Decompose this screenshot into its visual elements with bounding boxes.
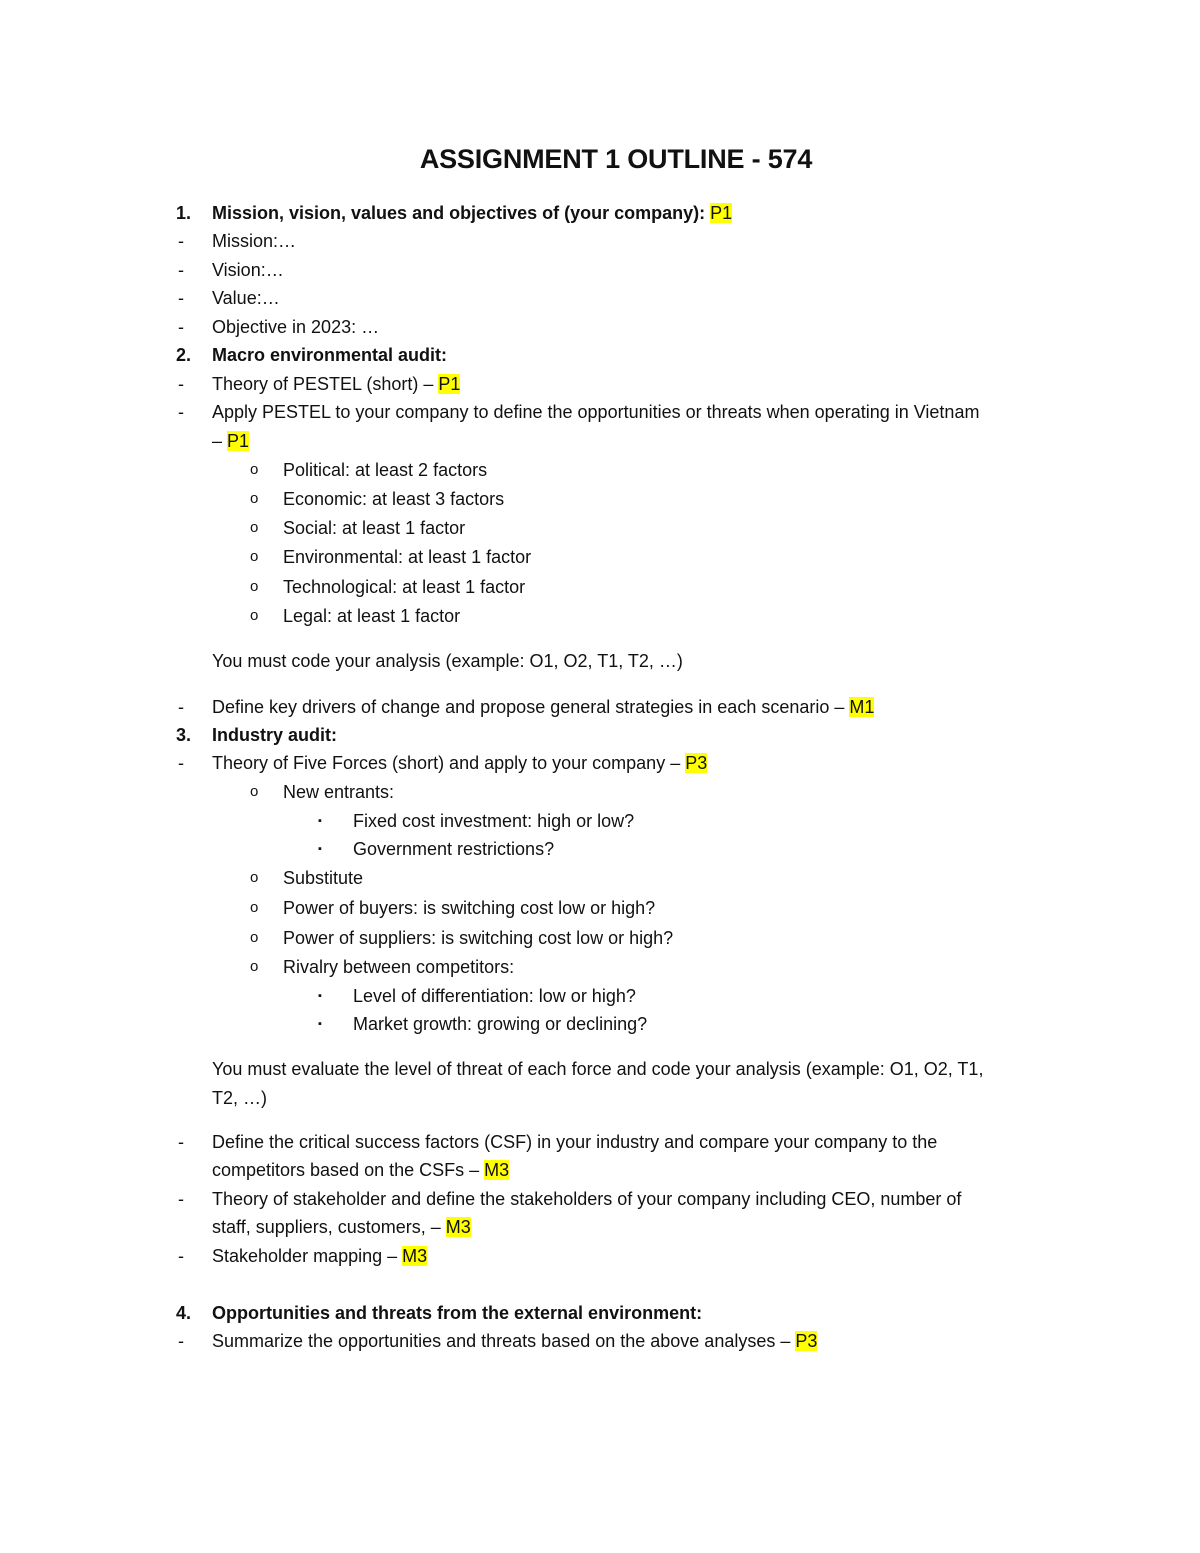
drivers-item (212, 694, 874, 720)
csf-tag: M3 (484, 1160, 510, 1180)
csf-item-line-1: Define the critical success factors (CSF) in your industry and compare your company to the (212, 1132, 938, 1152)
section-2-heading: Macro environmental audit: (212, 345, 448, 365)
pestel-apply-tag: P1 (227, 431, 250, 451)
forces-note-line-2: T2, …) (212, 1088, 268, 1108)
pestel-apply-dash: – (212, 431, 228, 451)
stakeholder-mapping-text: Stakeholder mapping – (212, 1246, 403, 1266)
summarize-tag: P3 (795, 1331, 818, 1351)
factor-technological: Technological: at least 1 factor (283, 577, 526, 597)
circle-bullet: o (250, 869, 259, 886)
force-buyers: Power of buyers: is switching cost low or high? (283, 898, 656, 918)
force-new-entrants: New entrants: (283, 782, 395, 802)
pestel-apply-continuation (212, 428, 249, 454)
factor-political: Political: at least 2 factors (283, 460, 488, 480)
circle-bullet: o (250, 958, 259, 975)
circle-bullet: o (250, 607, 259, 624)
circle-bullet: o (250, 490, 259, 507)
circle-bullet: o (250, 783, 259, 800)
dash-bullet: - (178, 288, 184, 308)
square-bullet: ▪ (318, 843, 322, 855)
section-1-number: 1. (176, 203, 192, 223)
square-bullet: ▪ (318, 1018, 322, 1030)
circle-bullet: o (250, 461, 259, 478)
pestel-theory-text: Theory of PESTEL (short) – (212, 374, 439, 394)
dash-bullet: - (178, 402, 184, 422)
stakeholder-mapping-tag: M3 (402, 1246, 428, 1266)
stakeholder-text: staff, suppliers, customers, – (212, 1217, 446, 1237)
force-substitute: Substitute (283, 868, 364, 888)
circle-bullet: o (250, 548, 259, 565)
factor-environmental: Environmental: at least 1 factor (283, 547, 532, 567)
circle-bullet: o (250, 519, 259, 536)
square-bullet: ▪ (318, 990, 322, 1002)
section-1-tag: P1 (710, 203, 733, 223)
dash-bullet: - (178, 697, 184, 717)
five-forces-item (212, 750, 707, 776)
stakeholder-tag: M3 (445, 1217, 471, 1237)
five-forces-tag: P3 (685, 753, 708, 773)
mission-item: Mission:… (212, 231, 297, 251)
document-title: ASSIGNMENT 1 OUTLINE - 574 (419, 144, 813, 174)
summarize-item (212, 1328, 817, 1354)
pestel-theory-item (212, 371, 460, 397)
vision-item: Vision:… (212, 260, 284, 280)
dash-bullet: - (178, 1331, 184, 1351)
stakeholder-item-line-2 (212, 1214, 471, 1240)
stakeholder-mapping-item (212, 1243, 427, 1269)
dash-bullet: - (178, 374, 184, 394)
force-suppliers: Power of suppliers: is switching cost low or high? (283, 928, 674, 948)
section-4-heading: Opportunities and threats from the external environment: (212, 1303, 703, 1323)
section-3-heading: Industry audit: (212, 725, 337, 745)
factor-legal: Legal: at least 1 factor (283, 606, 461, 626)
pestel-code-note: You must code your analysis (example: O1, O2, T1, T2, …) (212, 651, 683, 671)
pestel-theory-tag: P1 (438, 374, 461, 394)
circle-bullet: o (250, 929, 259, 946)
stakeholder-item-line-1: Theory of stakeholder and define the stakeholders of your company including CEO, number of (212, 1189, 962, 1209)
section-1-heading-line (212, 200, 732, 226)
new-entrants-government: Government restrictions? (353, 839, 555, 859)
dash-bullet: - (178, 260, 184, 280)
drivers-text: Define key drivers of change and propose general strategies in each scenario – (212, 697, 850, 717)
factor-social: Social: at least 1 factor (283, 518, 466, 538)
square-bullet: ▪ (318, 815, 322, 827)
new-entrants-fixed-cost: Fixed cost investment: high or low? (353, 811, 635, 831)
pestel-apply-item: Apply PESTEL to your company to define the opportunities or threats when operating in Vietnam (212, 402, 980, 422)
rivalry-market-growth: Market growth: growing or declining? (353, 1014, 648, 1034)
value-item: Value:… (212, 288, 280, 308)
dash-bullet: - (178, 1132, 184, 1152)
summarize-text: Summarize the opportunities and threats based on the above analyses – (212, 1331, 796, 1351)
factor-economic: Economic: at least 3 factors (283, 489, 505, 509)
force-rivalry: Rivalry between competitors: (283, 957, 515, 977)
section-3-number: 3. (176, 725, 192, 745)
csf-item-line-2 (212, 1157, 509, 1183)
circle-bullet: o (250, 899, 259, 916)
section-4-number: 4. (176, 1303, 192, 1323)
section-1-heading: Mission, vision, values and objectives of (your company): (212, 203, 706, 223)
dash-bullet: - (178, 1189, 184, 1209)
section-2-number: 2. (176, 345, 192, 365)
dash-bullet: - (178, 317, 184, 337)
dash-bullet: - (178, 753, 184, 773)
objective-item: Objective in 2023: … (212, 317, 380, 337)
rivalry-differentiation: Level of differentiation: low or high? (353, 986, 636, 1006)
dash-bullet: - (178, 231, 184, 251)
forces-note-line-1: You must evaluate the level of threat of each force and code your analysis (example: O1, O2, T1, (212, 1059, 984, 1079)
drivers-tag: M1 (849, 697, 875, 717)
circle-bullet: o (250, 578, 259, 595)
five-forces-text: Theory of Five Forces (short) and apply to your company – (212, 753, 686, 773)
csf-text: competitors based on the CSFs – (212, 1160, 485, 1180)
dash-bullet: - (178, 1246, 184, 1266)
